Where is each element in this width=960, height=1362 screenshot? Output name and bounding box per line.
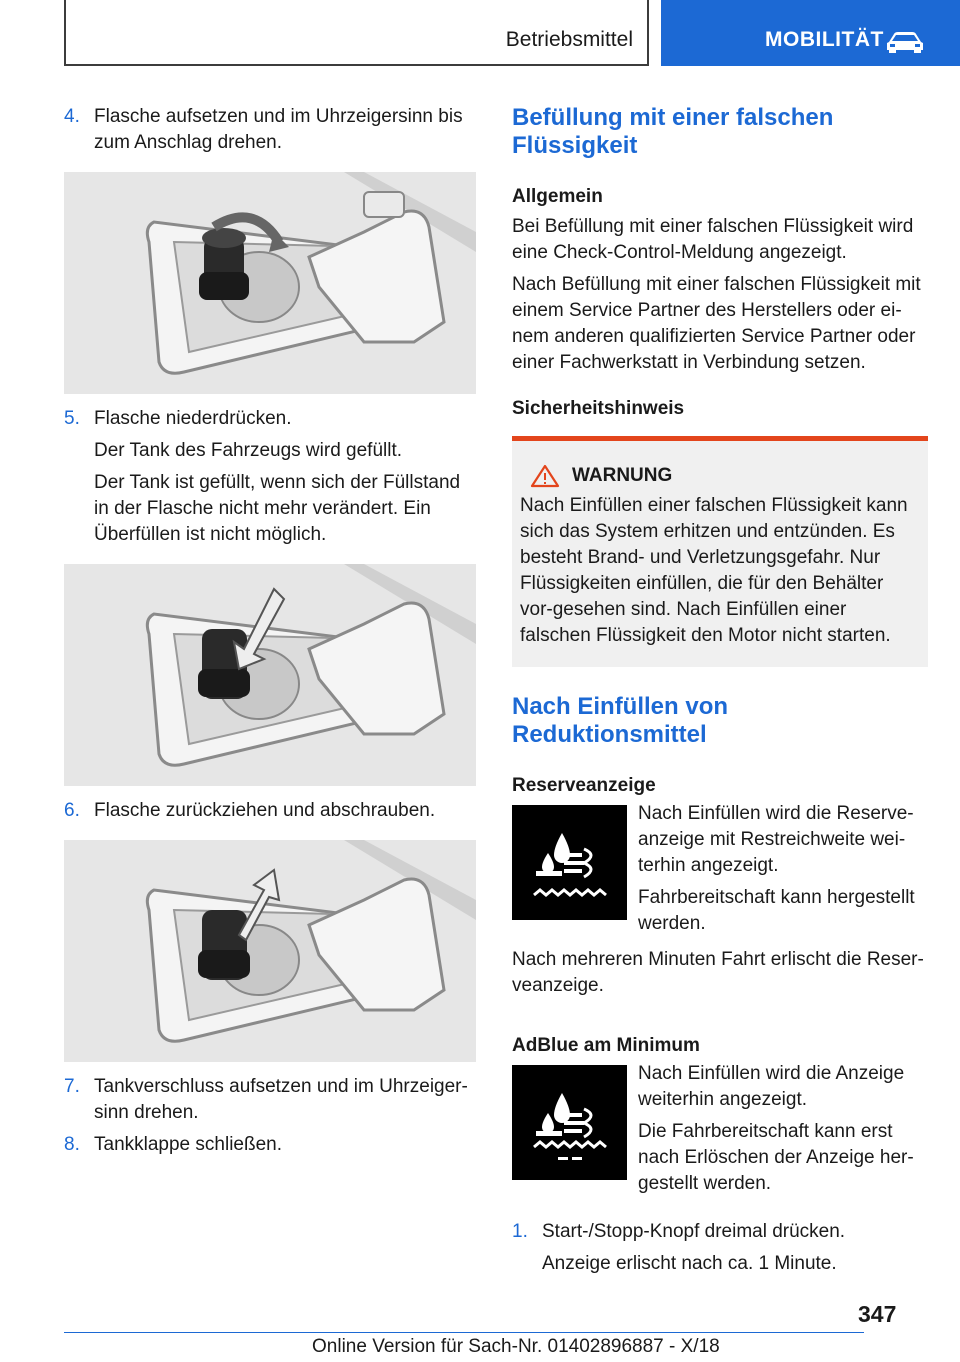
heading-wrong-fluid: Befüllung mit einer falschen Flüssigkeit: [512, 104, 834, 159]
subheading-adblue-min: AdBlue am Minimum: [512, 1035, 700, 1056]
footer-divider: [64, 1332, 864, 1333]
heading-after-refill: Nach Einfüllen von Reduktionsmittel: [512, 693, 729, 748]
step-text: Flasche zurückziehen und abschrauben.: [94, 800, 436, 821]
step-7: [64, 1074, 476, 1126]
step-number: 5.: [64, 408, 80, 429]
step-number: 8.: [64, 1134, 80, 1155]
warning-title: [520, 463, 920, 489]
reserve-indicator-row: [512, 801, 928, 943]
paragraph: Fahrbereitschaft kann hergestellt werden.: [638, 887, 915, 934]
step-text: Der Tank des Fahrzeugs wird gefüllt.: [94, 440, 403, 461]
step-number: 1.: [512, 1221, 528, 1242]
adblue-minimum-indicator: [512, 1065, 627, 1180]
page-number: 347: [858, 1301, 897, 1327]
left-column: [64, 104, 476, 1158]
paragraph: Bei Befüllung mit einer falschen Flüssigkeit wird eine Check-Control-Meldung angezeigt.: [512, 216, 914, 263]
header-chapter-label: MOBILITÄT: [765, 28, 884, 51]
adblue-minimum-row: [512, 1061, 928, 1203]
step-text: Tankverschluss aufsetzen und im Uhrzeiger-sinn drehen.: [94, 1076, 468, 1123]
header-chapter-tab[interactable]: [661, 0, 960, 66]
step-text: Flasche aufsetzen und im Uhrzeigersinn bis zum Anschlag drehen.: [94, 106, 463, 153]
warning-text: Nach Einfüllen einer falschen Flüssigkeit kann sich das System erhitzen und entzünden. Es besteht Brand- und Verletzungsgefahr. Nur Flüssigkeiten einfüllen, die für den Behälter vor-gesehen sind. Nach Einfüllen einer falschen Flüssigkeit den Motor nicht starten.: [520, 495, 908, 646]
step-6: [64, 798, 476, 824]
car-icon: [885, 30, 925, 54]
step-text: Der Tank ist gefüllt, wenn sich der Füllstand in der Flasche nicht mehr verändert. Ein Überfüllen ist nicht möglich.: [94, 472, 461, 545]
subheading-general: Allgemein: [512, 186, 603, 207]
step-number: 4.: [64, 106, 80, 127]
photo-bottle-screw-on: [64, 172, 476, 394]
step-8: [64, 1132, 476, 1158]
subheading-reserve: Reserveanzeige: [512, 775, 656, 796]
header-section-title: Betriebsmittel: [505, 28, 633, 51]
step-5: [64, 406, 476, 548]
paragraph: Nach mehreren Minuten Fahrt erlischt die Reser-veanzeige.: [512, 949, 924, 996]
warning-triangle-icon: [530, 464, 560, 488]
reserve-indicator-text: [638, 801, 928, 943]
step-1: [512, 1219, 928, 1277]
adblue-minimum-text: [638, 1061, 928, 1203]
right-column: [512, 104, 928, 1277]
adblue-reserve-icon: [512, 805, 627, 920]
step-text: Tankklappe schließen.: [94, 1134, 282, 1155]
step-text: Anzeige erlischt nach ca. 1 Minute.: [542, 1253, 837, 1274]
footer-online-version: Online Version für Sach-Nr. 01402896887 - X/18: [312, 1336, 720, 1357]
paragraph: Die Fahrbereitschaft kann erst nach Erlöschen der Anzeige her-gestellt werden.: [638, 1121, 914, 1194]
step-text: Flasche niederdrücken.: [94, 408, 292, 429]
step-4: [64, 104, 476, 156]
header-section-box: [64, 0, 649, 66]
paragraph: Nach Einfüllen wird die Anzeige weiterhin angezeigt.: [638, 1063, 905, 1110]
warning-title-text: WARNUNG: [572, 465, 673, 486]
warning-box: [512, 436, 928, 667]
paragraph: Nach Einfüllen wird die Reserve-anzeige mit Restreichweite wei-terhin angezeigt.: [638, 803, 914, 876]
step-number: 6.: [64, 800, 80, 821]
step-text: Start-/Stopp-Knopf dreimal drücken.: [542, 1221, 846, 1242]
photo-bottle-pull-back: [64, 840, 476, 1062]
photo-bottle-push-down: [64, 564, 476, 786]
step-number: 7.: [64, 1076, 80, 1097]
subheading-safety: Sicherheitshinweis: [512, 398, 685, 419]
adblue-minimum-icon: [512, 1065, 627, 1180]
adblue-reserve-indicator: [512, 805, 627, 920]
paragraph: Nach Befüllung mit einer falschen Flüssigkeit mit einem Service Partner des Herstellers oder ei-nem anderen qualifizierten Service Partner oder einer Fachwerkstatt in Verbindung setzen.: [512, 274, 921, 373]
